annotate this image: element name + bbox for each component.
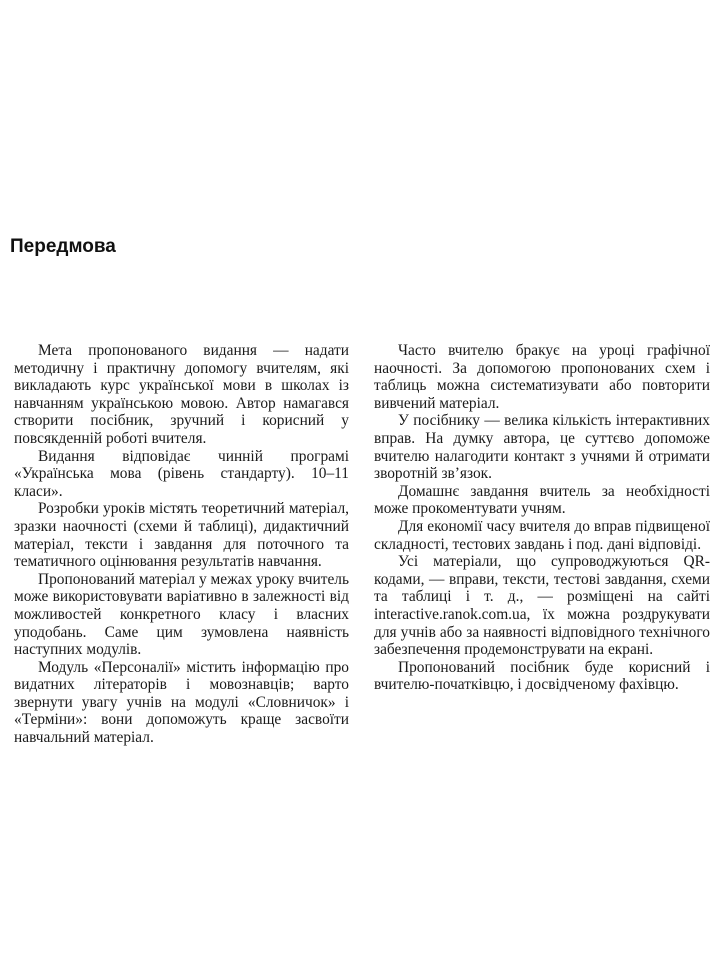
paragraph: Пропонований посібник буде корисний і вчителю-початківцю, і досвідченому фахівцю. [374,658,710,694]
right-column [374,342,710,694]
paragraph: Пропонований матеріал у межах уроку вчитель може використовувати варіативно в залежності від можливостей конкретного класу і власних уподобань. Саме цим зумовлена наявність наступних модулів. [14,570,349,659]
paragraph: Видання відповідає чинній програмі «Українська мова (рівень стандарту). 10–11 класи». [14,447,349,500]
paragraph: Модуль «Персоналії» містить інформацію про видатних літераторів і мовознавців; варто звернути увагу учнів на модулі «Словничок» і «Терміни»: вони допоможуть краще засвоїти навчальний матеріал. [14,658,349,747]
page-title: Передмова [10,236,116,257]
left-column [14,342,349,747]
paragraph: У посібнику — велика кількість інтерактивних вправ. На думку автора, це суттєво допоможе вчителю налагодити контакт з учнями й отримати зворотній зв’язок. [374,412,710,483]
paragraph: Для економії часу вчителя до вправ підвищеної складності, тестових завдань і под. дані відповіді. [374,517,710,553]
paragraph: Розробки уроків містять теоретичний матеріал, зразки наочності (схеми й таблиці), дидактичний матеріал, тексти і завдання для поточного та тематичного оцінювання результатів навчання. [14,500,349,571]
paragraph: Часто вчителю бракує на уроці графічної наочності. За допомогою пропонованих схем і таблиць можна систематизувати або повторити вивчений матеріал. [374,342,710,412]
paragraph: Мета пропонованого видання — надати методичну і практичну допомогу вчителям, які викладають курс української мови в школах із навчанням українською мовою. Автор намагався створити посібник, зручний і корисний у повсякденній роботі вчителя. [14,342,349,447]
paragraph: Домашнє завдання вчитель за необхідності може прокоментувати учням. [374,482,710,518]
paragraph: Усі матеріали, що супроводжуються QR-кодами, — вправи, тексти, тестові завдання, схеми та таблиці і т. д., — розміщені на сайті interactive.ranok.com.ua, їх можна роздрукувати для учнів або за наявності відповідного технічного забезпечення продемонструвати на екрані. [374,553,710,659]
